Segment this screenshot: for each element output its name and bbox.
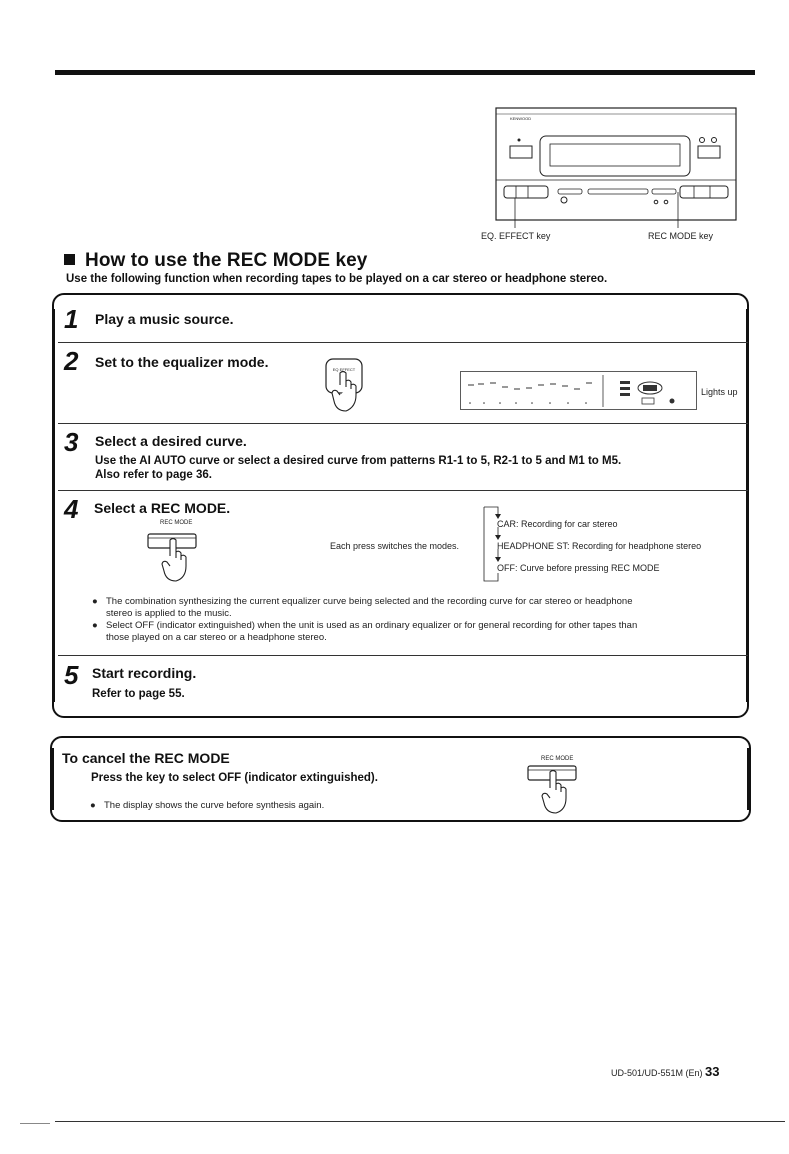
step-4-number: 4 bbox=[64, 494, 79, 524]
step-divider bbox=[58, 423, 748, 424]
cancel-bullet bbox=[90, 800, 504, 812]
cancel-bullet-text: The display shows the curve before synthesis again. bbox=[104, 800, 325, 811]
bullet-2-line-b: those played on a car stereo or a headphone stereo. bbox=[106, 632, 327, 643]
brand-text: KENWOOD bbox=[510, 116, 532, 121]
section-heading bbox=[64, 250, 367, 272]
bullet-1-line-a: The combination synthesizing the current equalizer curve being selected and the recording curve for car stereo or headphone bbox=[106, 596, 633, 607]
step-3-text-1: Use the AI AUTO curve or select a desired curve from patterns R1-1 to 5, R2-1 to 5 and M1 to M5. bbox=[95, 455, 622, 467]
page-number: 33 bbox=[705, 1064, 720, 1079]
bullet-dot-icon: ● bbox=[90, 800, 96, 811]
cancel-instruction: Press the key to select OFF (indicator extinguished). bbox=[91, 772, 378, 784]
top-rule bbox=[55, 70, 755, 75]
section-title-text: How to use the REC MODE key bbox=[85, 250, 368, 271]
equalizer-display-icon bbox=[460, 371, 698, 411]
mode-car: CAR: Recording for car stereo bbox=[497, 519, 618, 529]
step-divider bbox=[58, 342, 748, 343]
rec-mode-key-hand-icon bbox=[140, 526, 210, 582]
bullet-dot-icon: ● bbox=[92, 620, 98, 631]
each-press-text: Each press switches the modes. bbox=[330, 541, 460, 551]
cancel-rec-mode-caption: REC MODE bbox=[541, 756, 574, 762]
model-number: UD-501/UD-551M (En) bbox=[611, 1068, 703, 1078]
step-3-text-2: Also refer to page 36. bbox=[95, 469, 212, 481]
step-5-text: Refer to page 55. bbox=[92, 688, 185, 700]
bullet-2-line-a: Select OFF (indicator extinguished) when the unit is used as an ordinary equalizer or for general recording for other tapes than bbox=[106, 620, 638, 631]
bottom-rule-left bbox=[20, 1123, 50, 1124]
cancel-title: To cancel the REC MODE bbox=[62, 750, 230, 766]
step-4-title: Select a REC MODE. bbox=[94, 500, 231, 516]
eq-effect-key-hand-icon bbox=[320, 355, 370, 415]
step-3-title: Select a desired curve. bbox=[95, 433, 247, 449]
device-illustration bbox=[480, 100, 750, 245]
step-5-title: Start recording. bbox=[92, 665, 197, 681]
mode-headphone: HEADPHONE ST: Recording for headphone stereo bbox=[497, 541, 702, 551]
step-2-number: 2 bbox=[64, 346, 79, 376]
page-footer bbox=[611, 1064, 720, 1079]
step-4-bullet-1 bbox=[92, 596, 746, 620]
svg-text:EQ EFFECT: EQ EFFECT bbox=[332, 367, 356, 372]
step-divider bbox=[58, 655, 748, 656]
square-bullet-icon bbox=[64, 254, 75, 265]
bullet-dot-icon: ● bbox=[92, 596, 98, 607]
lights-up-label: Lights up bbox=[701, 387, 738, 397]
rec-mode-key-caption: REC MODE bbox=[160, 520, 193, 526]
step-5-number: 5 bbox=[64, 660, 79, 690]
step-1-number: 1 bbox=[64, 304, 79, 334]
step-3-number: 3 bbox=[64, 427, 79, 457]
bullet-1-line-b: stereo is applied to the music. bbox=[106, 608, 232, 619]
section-intro: Use the following function when recording tapes to be played on a car stereo or headphone stereo. bbox=[66, 273, 608, 285]
cancel-rec-mode-hand-icon bbox=[520, 760, 590, 816]
eq-effect-key-label: EQ. EFFECT key bbox=[481, 231, 551, 241]
bottom-rule bbox=[55, 1121, 785, 1122]
step-4-bullet-2 bbox=[92, 620, 746, 644]
mode-off: OFF: Curve before pressing REC MODE bbox=[497, 563, 660, 573]
step-1-title: Play a music source. bbox=[95, 311, 234, 327]
step-2-title: Set to the equalizer mode. bbox=[95, 354, 269, 370]
step-divider bbox=[58, 490, 748, 491]
rec-mode-key-label: REC MODE key bbox=[648, 231, 714, 241]
